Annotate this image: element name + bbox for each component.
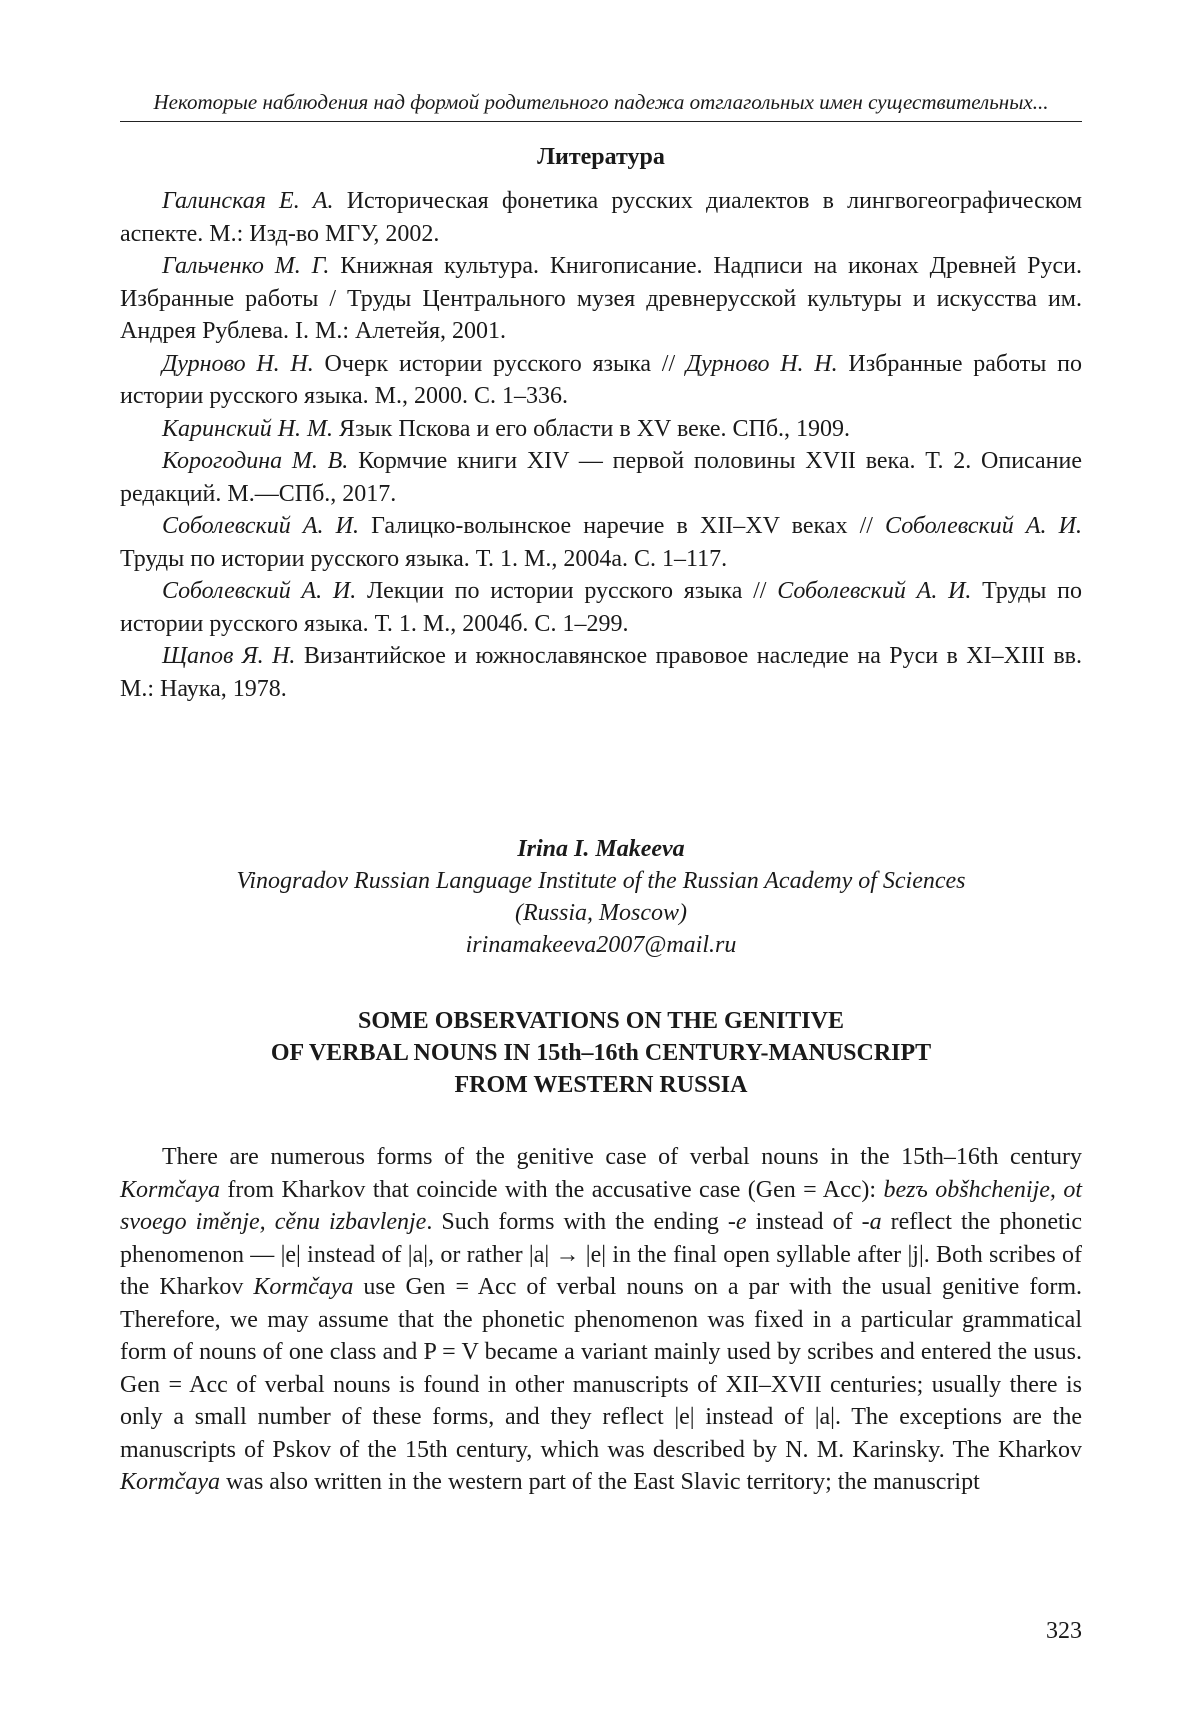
article-title-line: OF VERBAL NOUNS IN 15th–16th CENTURY-MANUSCRIPT	[270, 1040, 932, 1066]
reference-text: Труды по истории русского языка. Т. 1. М., 2004б. С. 1–299.	[120, 578, 1082, 637]
reference-author: Соболевский А. И.	[885, 513, 1082, 539]
page-number: 323	[1046, 1618, 1082, 1644]
reference-text: Галицко-волынское наречие в XII–XV веках //	[358, 513, 886, 539]
author-location: (Russia, Moscow)	[515, 900, 687, 926]
reference-item	[120, 413, 1082, 446]
abstract-italic: Kormčaya	[120, 1176, 220, 1203]
reference-item	[120, 510, 1082, 575]
reference-text: Очерк истории русского языка //	[313, 350, 686, 377]
abstract-italic: -e	[727, 1209, 747, 1235]
abstract-text: . Such forms with the ending	[426, 1209, 728, 1235]
author-block	[120, 833, 1082, 961]
article-title	[120, 1005, 1082, 1101]
abstract-text: use Gen = Acc of verbal nouns on a par with the usual genitive form. Therefore, we may assume that the phonetic phenomenon was fixed in a particular grammatical form of nouns of one class and P = V became a variant mainly used by scribes and entered the usus. Gen = Acc of verbal nouns is found in other manuscripts of XII–XVII centuries; usually there is only a small number of these forms, and they reflect |e| instead of |a|. The exceptions are the manuscripts of Pskov of the 15th century, which was described by N. M. Karinsky. The Kharkov	[120, 1274, 1083, 1463]
abstract-italic: -a	[861, 1209, 882, 1235]
reference-text: Книжная культура. Книгописание. Надписи на иконах Древней Руси. Избранные работы / Труды Центрального музея древнерусской культуры и искусства им. Андрея Рублева. I. М.: Алетейя, 2001.	[120, 253, 1083, 344]
reference-author: Соболевский А. И.	[777, 578, 972, 604]
author-affiliation: Vinogradov Russian Language Institute of the Russian Academy of Sciences	[236, 868, 966, 894]
article-title-line: SOME OBSERVATIONS ON THE GENITIVE	[358, 1008, 844, 1034]
abstract-text: from Kharkov that coincide with the accusative case (Gen = Acc):	[219, 1176, 884, 1203]
reference-author: Гальченко М. Г.	[162, 253, 330, 279]
abstract-italic: Kormčaya	[120, 1469, 220, 1495]
reference-text: Лекции по истории русского языка //	[356, 578, 778, 604]
reference-item	[120, 445, 1082, 510]
reference-author: Корогодина М. В.	[162, 448, 349, 474]
reference-text: Избранные работы по истории русского языка. М., 2000. С. 1–336.	[120, 350, 1082, 409]
abstract-text: was also written in the western part of the East Slavic territory; the manuscript	[219, 1469, 980, 1495]
reference-author: Галинская Е. А.	[162, 188, 334, 214]
reference-author: Соболевский А. И.	[162, 513, 359, 539]
reference-author: Дурново Н. Н.	[685, 350, 838, 377]
literature-heading: Литература	[537, 144, 665, 170]
author-email: irinamakeeva2007@mail.ru	[465, 932, 737, 958]
reference-author: Дурново Н. Н.	[162, 350, 314, 377]
reference-text: Историческая фонетика русских диалектов в лингвогеографическом аспекте. М.: Изд-во МГУ, 2002.	[120, 188, 1082, 247]
reference-item	[120, 575, 1082, 640]
reference-item	[120, 250, 1082, 348]
reference-text: Византийское и южнославянское правовое наследие на Руси в XI–XIII вв. М.: Наука, 1978.	[120, 643, 1082, 702]
reference-text: Кормчие книги XIV — первой половины XVII века. Т. 2. Описание редакций. М.—СПб., 2017.	[120, 448, 1082, 507]
reference-item	[120, 640, 1082, 705]
article-title-line: FROM WESTERN RUSSIA	[454, 1072, 748, 1098]
reference-author: Каринский Н. М.	[162, 415, 334, 442]
reference-author: Соболевский А. И.	[162, 578, 357, 604]
reference-item	[120, 185, 1082, 250]
reference-item	[120, 348, 1082, 413]
author-name: Irina I. Makeeva	[517, 836, 685, 862]
running-header: Некоторые наблюдения над формой родительного падежа отглагольных имен существительных...	[120, 90, 1082, 122]
reference-list	[120, 185, 1082, 705]
abstract-text: There are numerous forms of the genitive case of verbal nouns in the 15th–16th century	[162, 1144, 1082, 1170]
page	[120, 90, 1082, 1523]
abstract-italic: bezъ obšhchenije, ot svoego iměnje, cěnu izbavlenje	[120, 1176, 1082, 1235]
reference-text: Язык Пскова и его области в XV веке. СПб., 1909.	[333, 415, 851, 442]
abstract-italic: Kormčaya	[253, 1274, 354, 1300]
reference-author: Щапов Я. Н.	[162, 643, 296, 669]
reference-text: Труды по истории русского языка. Т. 1. М., 2004а. С. 1–117.	[120, 545, 728, 572]
abstract-text: reflect the phonetic phenomenon — |e| instead of |a|, or rather |a| → |e| in the final open syllable after |j|. Both scribes of the Kharkov	[120, 1209, 1082, 1300]
abstract-paragraph	[120, 1141, 1082, 1499]
abstract-text: instead of	[746, 1209, 862, 1235]
